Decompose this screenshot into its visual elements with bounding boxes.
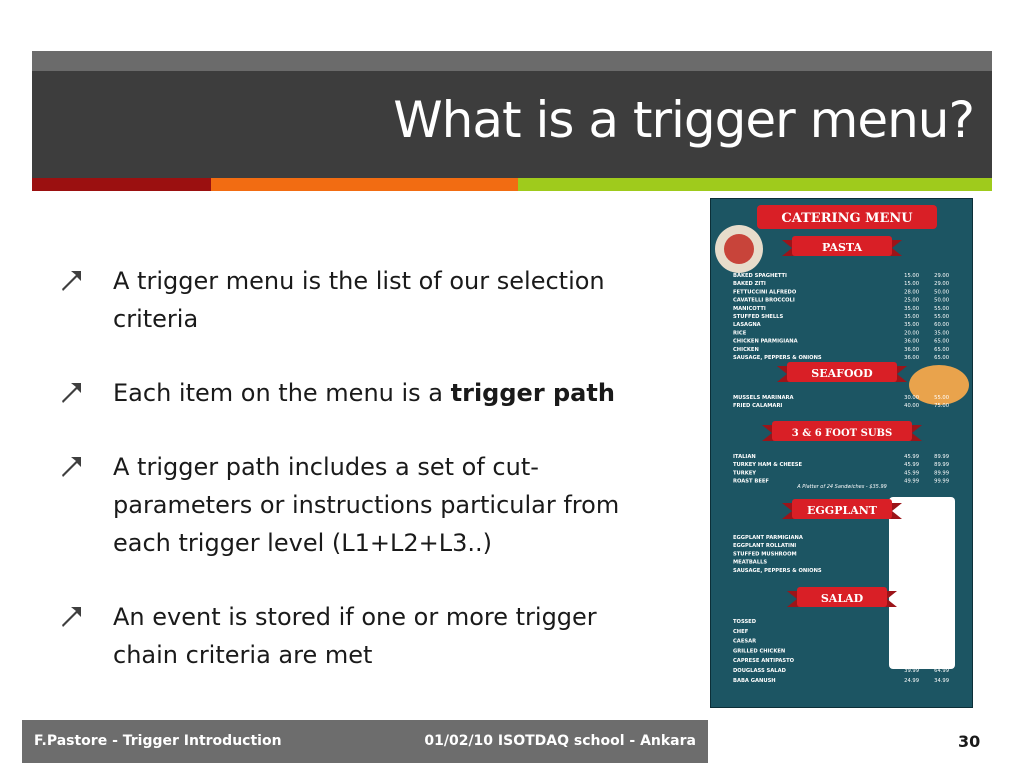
bullet-item: [60, 598, 660, 674]
menu-item-full-price: 29.99: [934, 619, 949, 625]
catering-menu-image: [710, 198, 973, 708]
menu-item-half-price: 35.00: [904, 567, 919, 574]
menu-item-full-price: 65.00: [934, 567, 949, 574]
arrow-bullet-icon: [60, 605, 82, 627]
menu-item-name: GRILLED CHICKEN: [733, 648, 786, 655]
menu-item-full-price: 55.00: [934, 305, 949, 312]
menu-item-name: FRIED CALAMARI: [733, 403, 783, 410]
bullet-text: A trigger path includes a set of cut-parameters or instructions particular from each trigger level (L1+L2+L3..): [113, 453, 620, 557]
menu-item-half-price: 36.00: [904, 338, 919, 345]
menu-item-full-price: 89.99: [934, 462, 949, 469]
subs-platter-note: A Platter of 24 Sandwiches - $35.99: [797, 484, 887, 490]
menu-item-name: TURKEY HAM & CHEESE: [733, 462, 803, 469]
bullet-item: [60, 448, 660, 562]
menu-item-full-price: 65.00: [934, 346, 949, 353]
menu-item-name: CHICKEN: [733, 346, 759, 353]
menu-item-name: RICE: [733, 330, 747, 337]
menu-item-full-price: 55.00: [934, 314, 949, 320]
menu-item-half-price: 35.00: [904, 305, 919, 312]
menu-item-half-price: 35.00: [904, 322, 919, 329]
menu-item-half-price: 30.00: [904, 543, 919, 550]
menu-item-half-price: 35.00: [904, 314, 919, 320]
menu-item-full-price: 49.99: [934, 628, 949, 635]
section-title: SEAFOOD: [811, 367, 873, 380]
menu-item-name: SAUSAGE, PEPPERS & ONIONS: [733, 355, 822, 361]
accent-bar-green: [518, 178, 992, 191]
menu-item-full-price: 99.99: [934, 478, 949, 485]
menu-item-full-price: 34.99: [934, 677, 949, 684]
pasta-sauce-icon: [724, 234, 754, 264]
bullet-bold-term: trigger path: [450, 379, 615, 407]
menu-item-name: TOSSED: [733, 619, 757, 625]
catering-menu-graphic: [711, 199, 973, 708]
menu-item-full-price: 50.00: [934, 297, 949, 304]
menu-item-full-price: 50.00: [934, 289, 949, 296]
menu-item-name: BABA GANUSH: [733, 677, 776, 684]
menu-item-full-price: 35.00: [934, 330, 949, 337]
accent-bar-orange: [211, 178, 518, 191]
accent-bar-red: [32, 178, 211, 191]
menu-item-name: ITALIAN: [733, 454, 756, 460]
menu-item-half-price: 29.99: [904, 628, 919, 635]
menu-item-full-price: 64.99: [934, 668, 949, 674]
section-title: SALAD: [820, 592, 864, 605]
menu-item-full-price: 89.99: [934, 470, 949, 477]
menu-item-full-price: 59.99: [934, 648, 949, 655]
menu-item-name: BAKED ZITI: [733, 281, 766, 288]
menu-item-name: FETTUCCINI ALFREDO: [733, 289, 797, 296]
menu-item-half-price: 15.00: [904, 273, 919, 279]
menu-item-half-price: 39.99: [904, 668, 919, 674]
menu-item-name: MANICOTTI: [733, 305, 766, 312]
menu-item-name: CAESAR: [733, 638, 757, 645]
arrow-bullet-icon: [60, 381, 82, 403]
menu-item-half-price: 35.00: [904, 551, 919, 558]
menu-item-full-price: 75.00: [934, 403, 949, 410]
arrow-bullet-icon: [60, 455, 82, 477]
menu-item-full-price: 89.99: [934, 454, 949, 460]
menu-item-name: EGGPLANT PARMIGIANA: [733, 535, 803, 541]
menu-item-half-price: 45.99: [904, 454, 919, 460]
menu-item-half-price: 39.99: [904, 658, 919, 665]
menu-item-half-price: 36.00: [904, 355, 919, 361]
menu-item-name: LASAGNA: [733, 322, 761, 329]
menu-item-half-price: 20.00: [904, 330, 919, 337]
menu-item-name: EGGPLANT ROLLATINI: [733, 543, 797, 550]
menu-item-name: STUFFED MUSHROOM: [733, 551, 797, 558]
menu-item-name: CAVATELLI BROCCOLI: [733, 297, 795, 304]
bullet-list: [60, 262, 660, 710]
footer-event: 01/02/10 ISOTDAQ school - Ankara: [424, 733, 696, 749]
menu-item-half-price: 19.99: [904, 619, 919, 625]
section-title: EGGPLANT: [807, 504, 877, 517]
menu-item-full-price: 29.00: [934, 281, 949, 288]
menu-item-name: STUFFED SHELLS: [733, 314, 784, 320]
menu-item-half-price: 27.00: [904, 535, 919, 541]
menu-item-full-price: 50.00: [934, 535, 949, 541]
footer-band: [22, 720, 708, 763]
section-title: 3 & 6 FOOT SUBS: [791, 428, 893, 439]
menu-item-half-price: 35.00: [904, 559, 919, 566]
arrow-bullet-icon: [60, 269, 82, 291]
menu-item-half-price: 19.99: [904, 638, 919, 645]
menu-item-half-price: 25.00: [904, 297, 919, 304]
bullet-item: [60, 374, 660, 412]
menu-item-half-price: 49.99: [904, 478, 919, 485]
menu-item-name: CAPRESE ANTIPASTO: [733, 658, 795, 665]
slide-title: What is a trigger menu?: [393, 91, 974, 149]
menu-item-name: SAUSAGE, PEPPERS & ONIONS: [733, 567, 822, 574]
title-band: [32, 71, 992, 178]
menu-item-name: BAKED SPAGHETTI: [733, 273, 787, 279]
menu-item-name: TURKEY: [733, 470, 757, 477]
menu-item-name: MEATBALLS: [733, 559, 768, 566]
menu-item-half-price: 24.99: [904, 677, 919, 684]
menu-item-full-price: 55.00: [934, 559, 949, 566]
section-title: PASTA: [821, 241, 863, 254]
menu-item-full-price: 29.99: [934, 638, 949, 645]
page-number: 30: [958, 732, 981, 751]
menu-item-name: MUSSELS MARINARA: [733, 395, 794, 401]
menu-item-full-price: 69.99: [934, 658, 949, 665]
menu-item-name: CHICKEN PARMIGIANA: [733, 338, 798, 345]
menu-header-title: CATERING MENU: [781, 211, 913, 226]
menu-item-half-price: 34.99: [904, 648, 919, 655]
menu-item-half-price: 28.00: [904, 289, 919, 296]
menu-item-half-price: 40.00: [904, 403, 919, 410]
footer-author: F.Pastore - Trigger Introduction: [34, 733, 282, 749]
menu-item-full-price: 55.00: [934, 395, 949, 401]
menu-item-half-price: 30.00: [904, 395, 919, 401]
menu-item-full-price: 65.00: [934, 338, 949, 345]
menu-item-half-price: 45.99: [904, 462, 919, 469]
menu-item-full-price: 65.00: [934, 551, 949, 558]
menu-item-full-price: 55.00: [934, 543, 949, 550]
title-top-strip: [32, 51, 992, 71]
menu-item-half-price: 36.00: [904, 346, 919, 353]
menu-item-full-price: 29.00: [934, 273, 949, 279]
bullet-text: A trigger menu is the list of our selection criteria: [113, 267, 605, 333]
menu-item-name: ROAST BEEF: [733, 478, 769, 485]
menu-item-half-price: 15.00: [904, 281, 919, 288]
bullet-text: Each item on the menu is a: [113, 379, 451, 407]
menu-item-full-price: 60.00: [934, 322, 949, 329]
bullet-text: An event is stored if one or more trigger chain criteria are met: [113, 603, 597, 669]
menu-item-name: CHEF: [733, 628, 749, 635]
menu-item-name: DOUGLASS SALAD: [733, 668, 786, 674]
bullet-item: [60, 262, 660, 338]
menu-item-full-price: 65.00: [934, 355, 949, 361]
menu-item-half-price: 45.99: [904, 470, 919, 477]
